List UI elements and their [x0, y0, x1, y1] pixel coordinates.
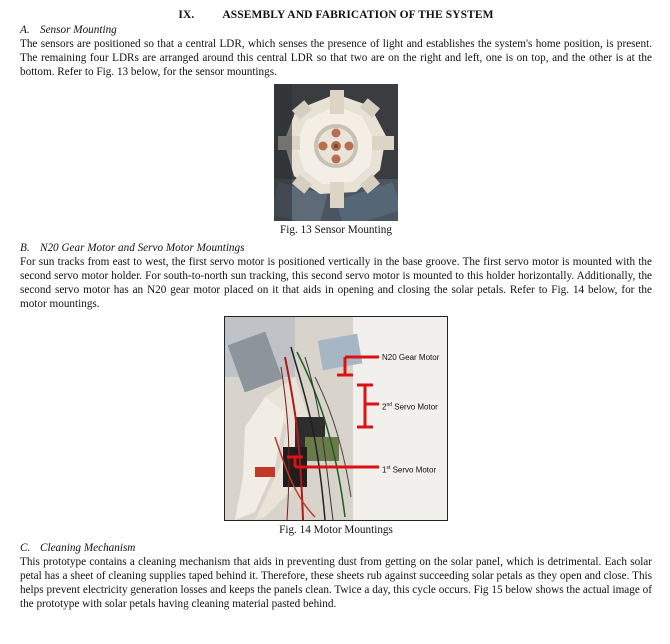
section-heading: [20, 8, 652, 22]
subsection-c-paragraph: This prototype contains a cleaning mechanism that aids in preventing dust from getting on the solar panel, which is detrimental. Each solar petal has a sheet of cleaning supplies taped behind it. Therefore, these sheets rub against succeeding solar petals as they open and close. This helps prevent electricity generation losses and keeps the panels clean. Twice a day, this cycle occurs. Fig 15 below shows the actual image of the prototype with solar petals having cleaning material pasted behind.: [20, 556, 652, 610]
first-servo-number: 1: [382, 465, 387, 475]
second-servo-text: Servo Motor: [392, 402, 438, 412]
motor-mountings-photo: [224, 316, 448, 521]
first-servo-suffix: st: [386, 465, 391, 471]
fig14-caption: Fig. 14 Motor Mountings: [279, 524, 393, 536]
n20-gear-motor-label: N20 Gear Motor: [382, 353, 440, 362]
second-servo-number: 2: [382, 402, 387, 412]
first-servo-text: Servo Motor: [390, 465, 437, 475]
subsection-b-heading: [20, 241, 652, 255]
second-servo-suffix: nd: [386, 402, 393, 408]
section-title: ASSEMBLY AND FABRICATION OF THE SYSTEM: [222, 9, 494, 21]
section-number: IX.: [178, 9, 195, 21]
paper-page: [20, 8, 652, 611]
subsection-b-paragraph: For sun tracks from east to west, the first servo motor is positioned vertically in the base groove. The first servo motor is mounted with the second servo motor holder. For south-to-north sun tracking, this second servo motor is mounted to this holder horizontally. Additionally, the second servo motor has an N20 gear motor placed on it that aids in opening and closing the solar petals. Refer to Fig. 14 below, for the motor mountings.: [20, 256, 652, 310]
subsection-a-heading: [20, 23, 652, 37]
subsection-c-label: C.: [20, 542, 31, 554]
sensor-mounting-illustration: [274, 84, 398, 221]
subsection-b-title: N20 Gear Motor and Servo Motor Mountings: [40, 242, 245, 254]
first-servo-motor-label: [382, 461, 436, 478]
fig13-caption: Fig. 13 Sensor Mounting: [280, 224, 392, 236]
subsection-a-label: A.: [20, 24, 30, 36]
subsection-c-title: Cleaning Mechanism: [40, 542, 136, 554]
subsection-b-label: B.: [20, 242, 30, 254]
subsection-c-heading: [20, 541, 652, 555]
subsection-a-title: Sensor Mounting: [40, 24, 117, 36]
sensor-mounting-photo: [274, 84, 398, 221]
subsection-a-paragraph: The sensors are positioned so that a central LDR, which senses the presence of light and establishes the system's home position, is present. The remaining four LDRs are arranged around this central LDR so that two are on the right and left, one is on top, and the other is at the bottom. Refer to Fig. 13 below, for the sensor mountings.: [20, 38, 652, 78]
second-servo-motor-label: [382, 398, 438, 415]
motor-mountings-illustration: [225, 317, 447, 520]
